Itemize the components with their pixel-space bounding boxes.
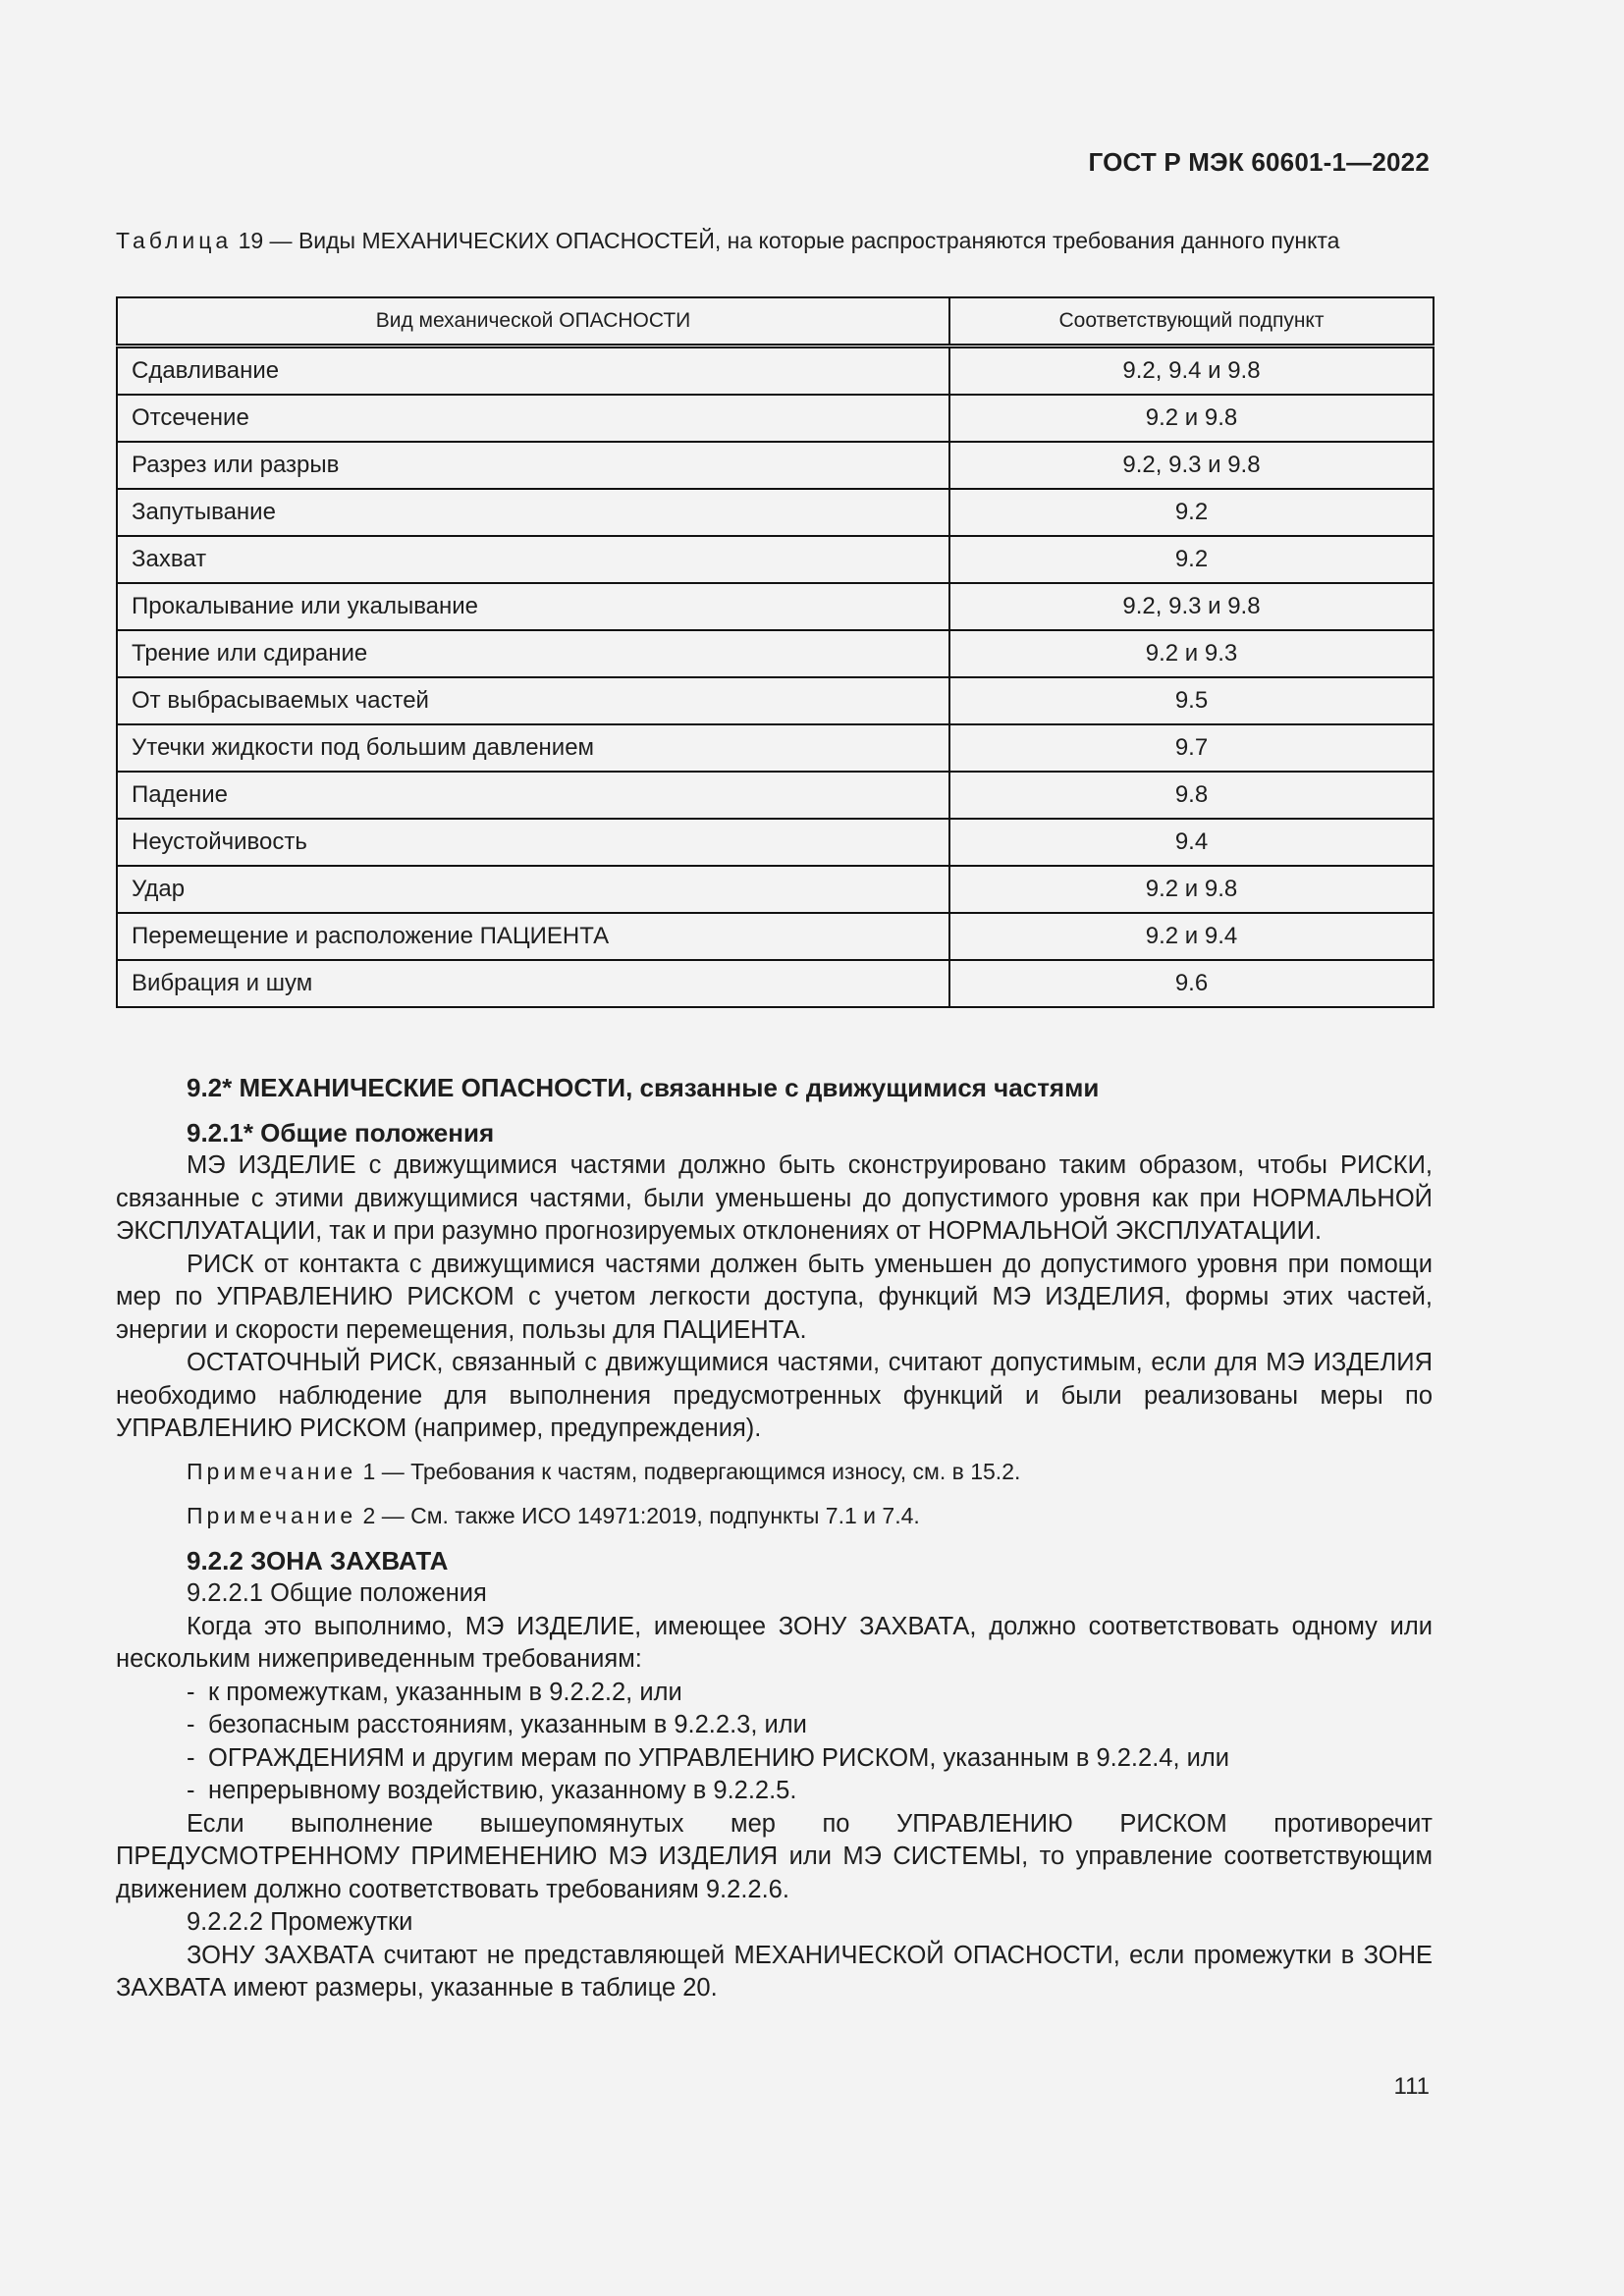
body-text <box>116 1072 1433 2005</box>
subclause-cell: 9.2 и 9.8 <box>949 395 1434 442</box>
page-number: 111 <box>1393 2073 1430 2100</box>
hazard-cell: От выбрасываемых частей <box>117 677 949 724</box>
column-header-hazard: Вид механической ОПАСНОСТИ <box>117 297 949 347</box>
hazard-cell: Вибрация и шум <box>117 960 949 1007</box>
subclause-cell: 9.7 <box>949 724 1434 772</box>
requirements-list <box>116 1677 1433 1808</box>
subclause-cell: 9.8 <box>949 772 1434 819</box>
clause-title-9-2-2-1: 9.2.2.1 Общие положения <box>187 1579 487 1607</box>
table-header-row <box>117 297 1434 347</box>
list-item-text: безопасным расстояниям, указанным в 9.2.2.3, или <box>208 1711 807 1738</box>
table-row <box>117 772 1434 819</box>
hazard-cell: Отсечение <box>117 395 949 442</box>
note-text: 1 — Требования к частям, подвергающимся износу, см. в 15.2. <box>362 1458 1021 1484</box>
hazard-cell: Неустойчивость <box>117 819 949 866</box>
paragraph: ОСТАТОЧНЫЙ РИСК, связанный с движущимися частями, считают допустимым, если для МЭ ИЗДЕЛИЯ необходимо наблюдение для выполнения предусмотренных функций и были реализованы меры по УПРАВЛЕНИЮ РИСКОМ (например, предупреждения). <box>116 1349 1433 1442</box>
table-row <box>117 489 1434 536</box>
paragraph: ЗОНУ ЗАХВАТА считают не представляющей МЕХАНИЧЕСКОЙ ОПАСНОСТИ, если промежутки в ЗОНЕ ЗАХВАТА имеют размеры, указанные в таблице 20. <box>116 1941 1433 2002</box>
subclause-cell: 9.2 <box>949 489 1434 536</box>
table-caption-label: Таблица <box>116 228 233 253</box>
note-2 <box>116 1500 1433 1533</box>
section-heading-9-2: 9.2* МЕХАНИЧЕСКИЕ ОПАСНОСТИ, связанные с движущимися частями <box>187 1073 1100 1102</box>
clause-title-9-2-2-2: 9.2.2.2 Промежутки <box>187 1908 413 1936</box>
subclause-cell: 9.2 и 9.4 <box>949 913 1434 960</box>
subclause-cell: 9.2 и 9.8 <box>949 866 1434 913</box>
list-item: - безопасным расстояниям, указанным в 9.2.2.3, или <box>187 1709 1433 1742</box>
column-header-subclause: Соответствующий подпункт <box>949 297 1434 347</box>
list-item: - ОГРАЖДЕНИЯМ и другим мерам по УПРАВЛЕНИЮ РИСКОМ, указанным в 9.2.2.4, или <box>187 1742 1433 1776</box>
table-row <box>117 819 1434 866</box>
table-row <box>117 866 1434 913</box>
table-row <box>117 395 1434 442</box>
subclause-cell: 9.2, 9.3 и 9.8 <box>949 442 1434 489</box>
subclause-cell: 9.6 <box>949 960 1434 1007</box>
hazard-cell: Трение или сдирание <box>117 630 949 677</box>
subclause-cell: 9.2, 9.4 и 9.8 <box>949 347 1434 396</box>
table-caption-text: 19 — Виды МЕХАНИЧЕСКИХ ОПАСНОСТЕЙ, на которые распространяются требования данного пункта <box>238 228 1340 253</box>
subclause-cell: 9.2 <box>949 536 1434 583</box>
list-item: - непрерывному воздействию, указанному в 9.2.2.5. <box>187 1775 1433 1808</box>
table-row <box>117 583 1434 630</box>
hazard-cell: Утечки жидкости под большим давлением <box>117 724 949 772</box>
hazard-cell: Перемещение и расположение ПАЦИЕНТА <box>117 913 949 960</box>
hazard-cell: Разрез или разрыв <box>117 442 949 489</box>
hazard-cell: Падение <box>117 772 949 819</box>
table-row <box>117 724 1434 772</box>
note-1 <box>116 1456 1433 1489</box>
table-caption <box>116 226 1432 255</box>
subsection-heading-9-2-1: 9.2.1* Общие положения <box>187 1117 495 1148</box>
table-row <box>117 347 1434 396</box>
table-row <box>117 536 1434 583</box>
table-row <box>117 630 1434 677</box>
table-row <box>117 677 1434 724</box>
subclause-cell: 9.4 <box>949 819 1434 866</box>
hazard-cell: Удар <box>117 866 949 913</box>
paragraph: МЭ ИЗДЕЛИЕ с движущимися частями должно быть сконструировано таким образом, чтобы РИСКИ, связанные с этими движущимися частями, были уменьшены до допустимого уровня как при НОРМАЛЬНОЙ ЭКСПЛУАТАЦИИ, так и при разумно прогнозируемых отклонениях от НОРМАЛЬНОЙ ЭКСПЛУАТАЦИИ. <box>116 1151 1433 1245</box>
hazards-table <box>116 296 1435 1008</box>
paragraph: Когда это выполнимо, МЭ ИЗДЕЛИЕ, имеющее ЗОНУ ЗАХВАТА, должно соответствовать одному или нескольким нижеприведенным требованиям: <box>116 1612 1433 1673</box>
paragraph: РИСК от контакта с движущимися частями должен быть уменьшен до допустимого уровня при помощи мер по УПРАВЛЕНИЮ РИСКОМ с учетом легкости доступа, функций МЭ ИЗДЕЛИЯ, формы этих частей, энергии и скорости перемещения, пользы для ПАЦИЕНТА. <box>116 1250 1433 1344</box>
note-label: Примечание <box>187 1503 357 1528</box>
hazard-cell: Запутывание <box>117 489 949 536</box>
list-item-text: к промежуткам, указанным в 9.2.2.2, или <box>208 1678 682 1706</box>
list-item-text: ОГРАЖДЕНИЯМ и другим мерам по УПРАВЛЕНИЮ РИСКОМ, указанным в 9.2.2.4, или <box>208 1743 1229 1772</box>
hazard-cell: Прокалывание или укалывание <box>117 583 949 630</box>
subclause-cell: 9.2, 9.3 и 9.8 <box>949 583 1434 630</box>
hazard-cell: Сдавливание <box>117 347 949 396</box>
table-row <box>117 960 1434 1007</box>
table-row <box>117 913 1434 960</box>
list-item-text: непрерывному воздействию, указанному в 9.2.2.5. <box>208 1777 797 1804</box>
table-row <box>117 442 1434 489</box>
document-code: ГОСТ Р МЭК 60601-1—2022 <box>1088 147 1430 177</box>
paragraph: Если выполнение вышеупомянутых мер по УПРАВЛЕНИЮ РИСКОМ противоречит ПРЕДУСМОТРЕННОМУ ПРИМЕНЕНИЮ МЭ ИЗДЕЛИЯ или МЭ СИСТЕМЫ, то управление соответствующим движением должно соответствовать требованиям 9.2.2.6. <box>116 1809 1433 1903</box>
note-label: Примечание <box>187 1458 357 1484</box>
subclause-cell: 9.2 и 9.3 <box>949 630 1434 677</box>
hazard-cell: Захват <box>117 536 949 583</box>
note-text: 2 — См. также ИСО 14971:2019, подпункты 7.1 и 7.4. <box>362 1503 920 1528</box>
subclause-cell: 9.5 <box>949 677 1434 724</box>
list-item: - к промежуткам, указанным в 9.2.2.2, или <box>187 1677 1433 1710</box>
subsection-heading-9-2-2: 9.2.2 ЗОНА ЗАХВАТА <box>187 1545 449 1575</box>
